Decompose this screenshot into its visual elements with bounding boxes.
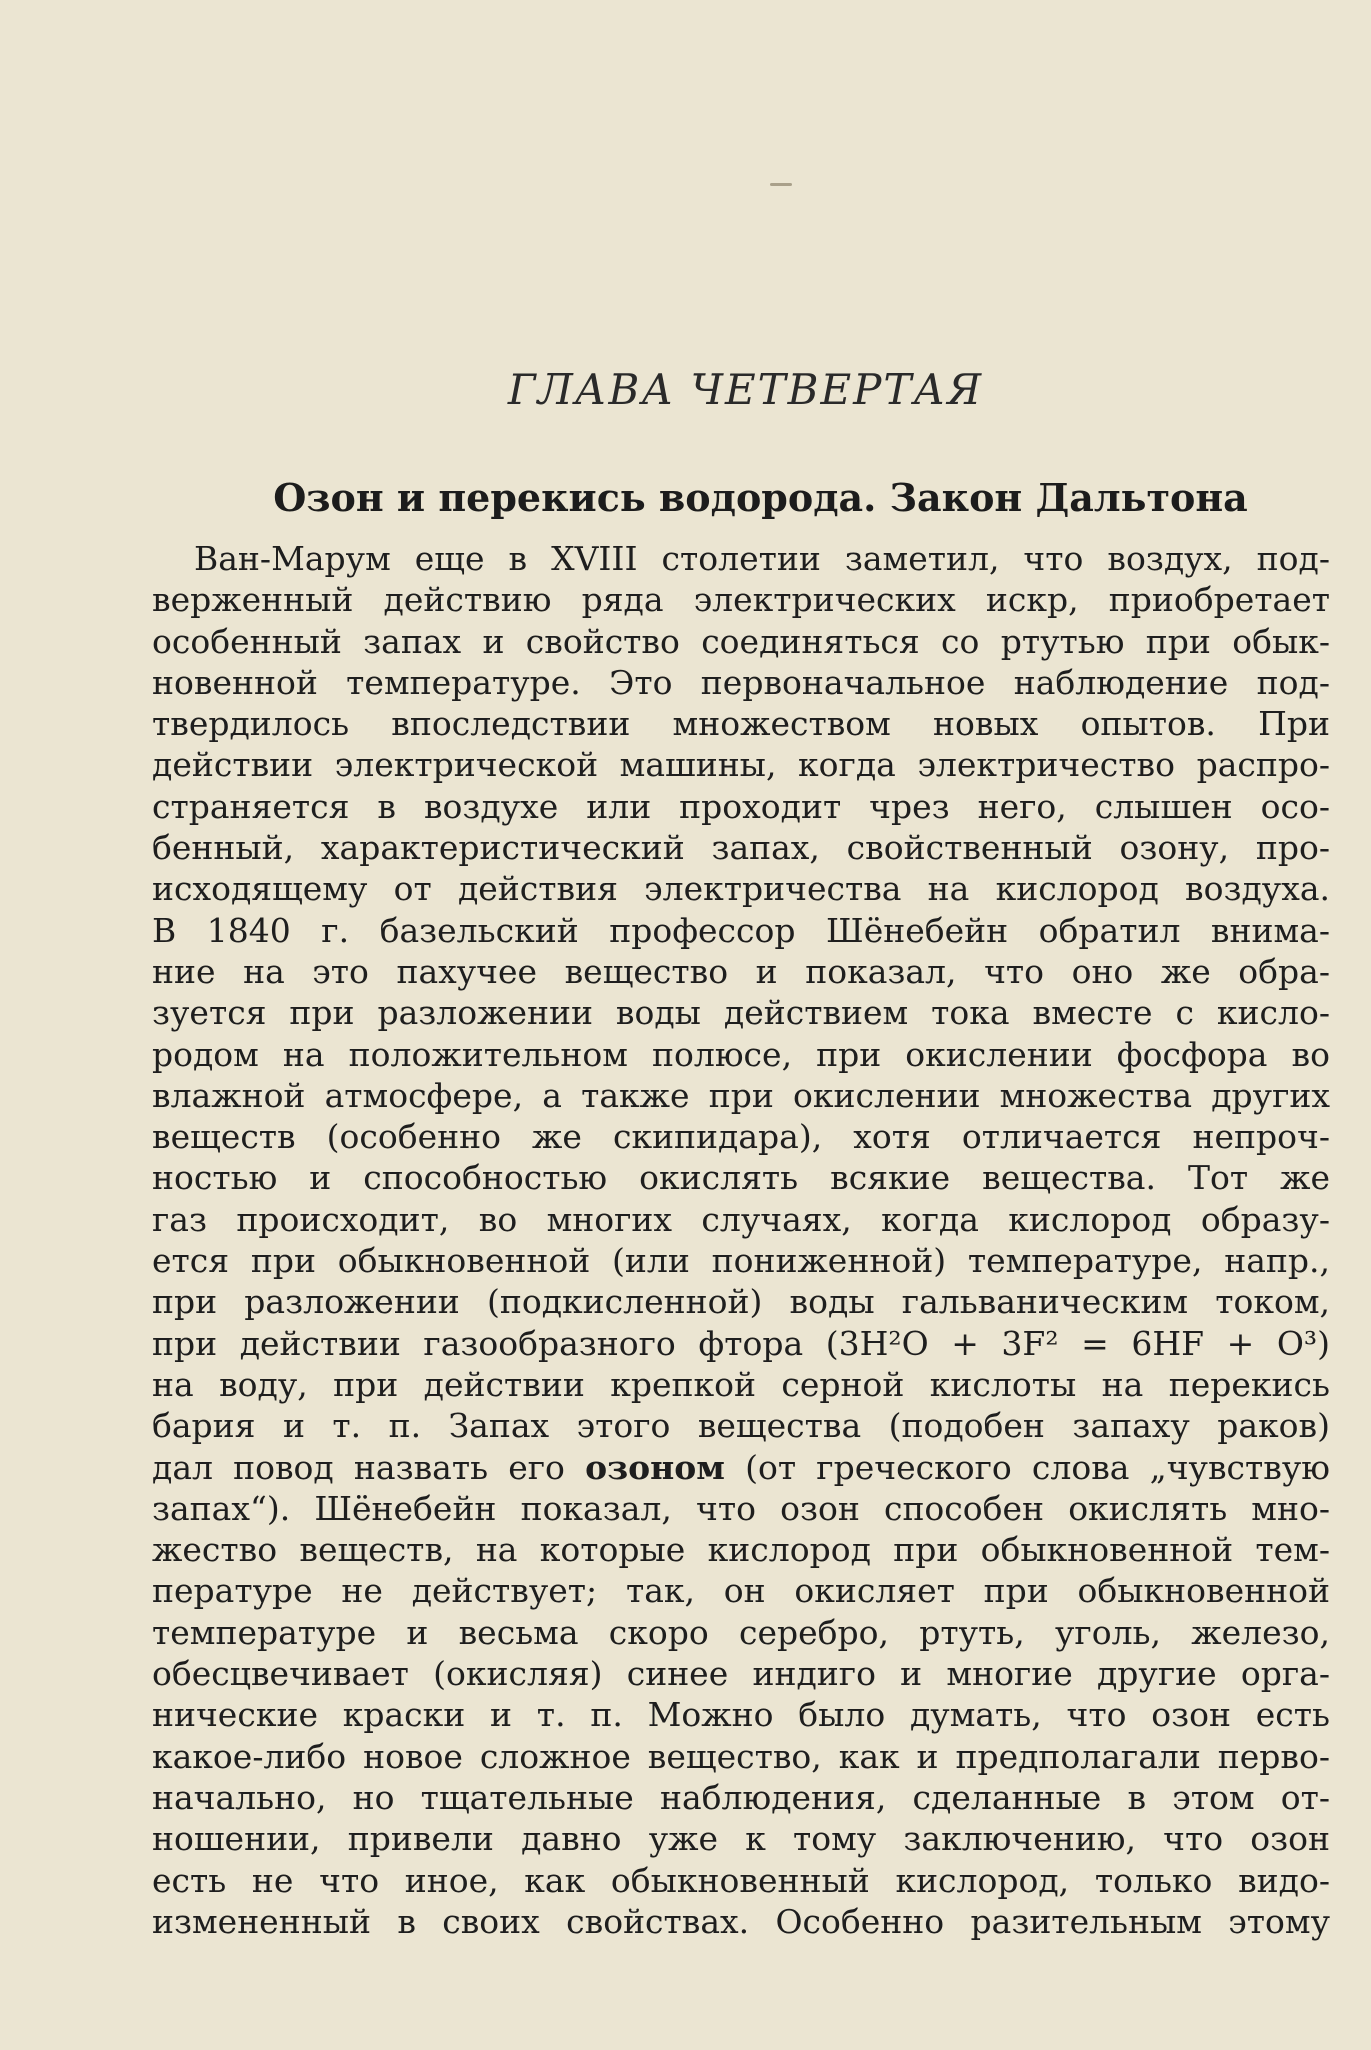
text-line: бенный, характеристический запах, свойственный озону, про- xyxy=(152,828,1330,868)
text-line: есть не что иное, как обыкновенный кислород, только видо- xyxy=(152,1860,1330,1900)
text-line: газ происходит, во многих случаях, когда кислород образу- xyxy=(152,1199,1330,1239)
text-line: действии электрической машины, когда электричество распро- xyxy=(152,745,1330,785)
formula-line: при действии газообразного фтора (3H²O + 3F² = 6HF + O³) xyxy=(152,1323,1330,1363)
text-fragment: дал повод назвать его xyxy=(152,1447,586,1487)
term-ozone: озоном xyxy=(585,1447,725,1487)
text-line: нические краски и т. п. Можно было думать, что озон есть xyxy=(152,1695,1330,1735)
text-line: какое-либо новое сложное вещество, как и предполагали перво- xyxy=(152,1736,1330,1776)
chapter-label: ГЛАВА ЧЕТВЕРТАЯ xyxy=(507,365,984,414)
text-line: температуре и весьма скоро серебро, ртуть, уголь, железо, xyxy=(152,1612,1330,1652)
chapter-title: Озон и перекись водорода. Закон Дальтона xyxy=(273,475,1248,520)
print-smudge xyxy=(770,183,792,186)
text-line: В 1840 г. базельский профессор Шёнебейн обратил внима- xyxy=(152,910,1330,950)
text-line: пературе не действует; так, он окисляет при обыкновенной xyxy=(152,1571,1330,1611)
text-line: веществ (особенно же скипидара), хотя отличается непроч- xyxy=(152,1117,1330,1157)
text-line: на воду, при действии крепкой серной кислоты на перекись xyxy=(152,1364,1330,1404)
text-line: ется при обыкновенной (или пониженной) температуре, напр., xyxy=(152,1241,1330,1281)
text-line: страняется в воздухе или проходит чрез него, слышен осо- xyxy=(152,786,1330,826)
text-fragment: (от греческого слова „чувствую xyxy=(724,1447,1330,1487)
text-line: жество веществ, на которые кислород при обыкновенной тем- xyxy=(152,1530,1330,1570)
text-line: ностью и способностью окислять всякие вещества. Тот же xyxy=(152,1158,1330,1198)
text-line: измененный в своих свойствах. Особенно разительным этому xyxy=(152,1901,1330,1941)
text-line: запах“). Шёнебейн показал, что озон способен окислять мно- xyxy=(152,1488,1330,1528)
body-paragraph xyxy=(152,538,1330,1942)
text-line: ние на это пахучее вещество и показал, что оно же обра- xyxy=(152,951,1330,991)
text-line: исходящему от действия электричества на кислород воздуха. xyxy=(152,869,1330,909)
text-line: начально, но тщательные наблюдения, сделанные в этом от- xyxy=(152,1777,1330,1817)
text-line: бария и т. п. Запах этого вещества (подобен запаху раков) xyxy=(152,1406,1330,1446)
text-line: обесцвечивает (окисляя) синее индиго и многие другие орга- xyxy=(152,1654,1330,1694)
text-line: новенной температуре. Это первоначальное наблюдение под- xyxy=(152,662,1330,702)
text-line: ношении, привели давно уже к тому заключению, что озон xyxy=(152,1819,1330,1859)
text-line: родом на положительном полюсе, при окислении фосфора во xyxy=(152,1034,1330,1074)
text-line-with-term xyxy=(152,1447,1330,1488)
text-line: при разложении (подкисленной) воды гальваническим током, xyxy=(152,1282,1330,1322)
text-line: влажной атмосфере, а также при окислении множества других xyxy=(152,1075,1330,1115)
text-line: Ван-Марум еще в XVIII столетии заметил, что воздух, под- xyxy=(194,539,1330,578)
text-line: верженный действию ряда электрических искр, приобретает xyxy=(152,580,1330,620)
text-line: особенный запах и свойство соединяться со ртутью при обык- xyxy=(152,621,1330,661)
text-line: твердилось впоследствии множеством новых опытов. При xyxy=(152,704,1330,744)
text-line: зуется при разложении воды действием тока вместе с кисло- xyxy=(152,993,1330,1033)
